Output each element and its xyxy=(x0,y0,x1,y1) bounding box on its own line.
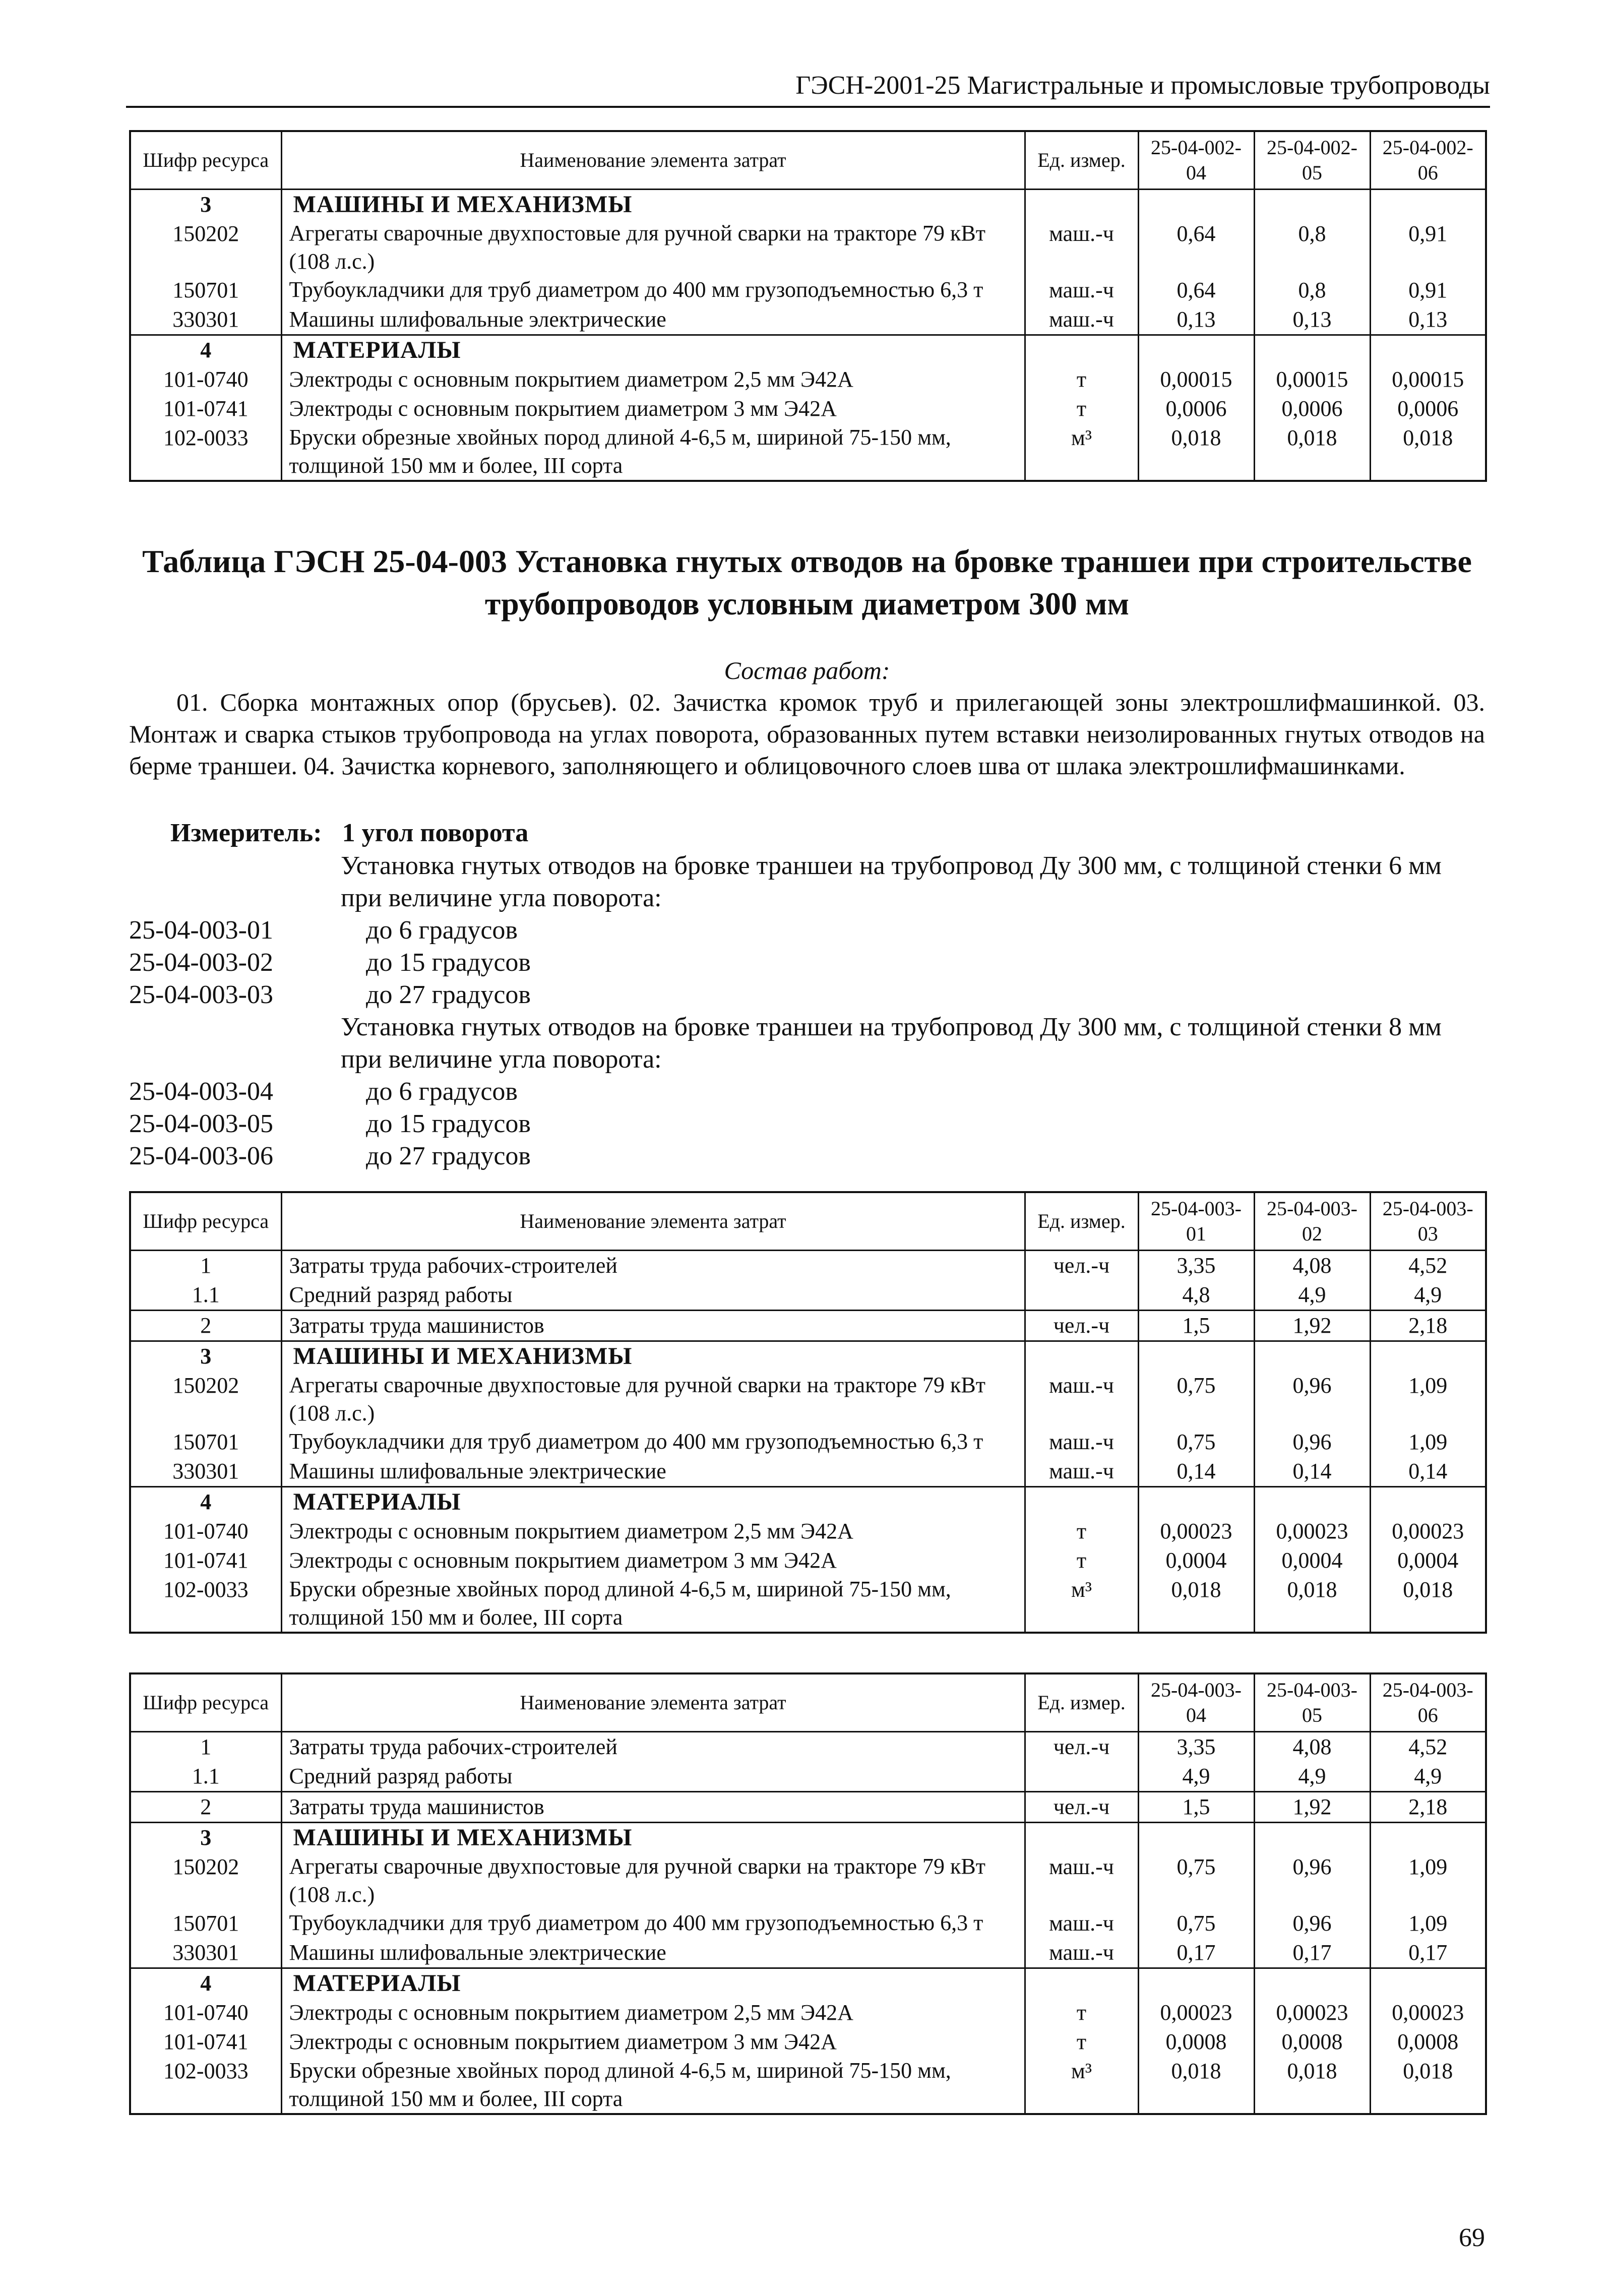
row-value: 3,35 xyxy=(1138,1732,1254,1762)
row-value: 0,00023 xyxy=(1254,1998,1370,2027)
row-name: Агрегаты сварочные двухпостовые для ручной сварки на тракторе 79 кВт (108 л.с.) xyxy=(281,219,1025,276)
column-header-name: Наименование элемента затрат xyxy=(281,1192,1025,1251)
row-name: Агрегаты сварочные двухпостовые для ручной сварки на тракторе 79 кВт (108 л.с.) xyxy=(281,1852,1025,1909)
row-name: Бруски обрезные хвойных пород длиной 4-6,5 м, шириной 75-150 мм, толщиной 150 мм и более, III сорта xyxy=(281,2057,1025,2114)
row-value: 0,00023 xyxy=(1138,1517,1254,1546)
table-row xyxy=(130,1968,1486,1999)
table-row xyxy=(130,1457,1486,1487)
row-name: Средний разряд работы xyxy=(281,1762,1025,1792)
resource-table-003-a xyxy=(129,1191,1487,1634)
row-value: 0,00023 xyxy=(1138,1998,1254,2027)
row-name: Затраты труда рабочих-строителей xyxy=(281,1732,1025,1762)
variant-text: до 27 градусов xyxy=(366,1142,531,1170)
column-header-code: Шифр ресурса xyxy=(130,131,281,190)
row-name: Затраты труда машинистов xyxy=(281,1311,1025,1341)
row-value: 0,96 xyxy=(1254,1371,1370,1428)
row-name: Агрегаты сварочные двухпостовые для ручной сварки на тракторе 79 кВт (108 л.с.) xyxy=(281,1371,1025,1428)
row-value: 2,18 xyxy=(1370,1792,1486,1823)
row-value: 0,00015 xyxy=(1254,365,1370,394)
variant-text: до 6 градусов xyxy=(366,1077,518,1106)
row-code: 102-0033 xyxy=(130,423,281,481)
column-header-variant: 25-04-003-01 xyxy=(1138,1192,1254,1251)
row-unit: т xyxy=(1025,365,1138,394)
row-value: 1,5 xyxy=(1138,1311,1254,1341)
row-value: 1,09 xyxy=(1370,1909,1486,1938)
row-value: 0,00023 xyxy=(1370,1998,1486,2027)
row-code: 330301 xyxy=(130,305,281,335)
variant-item xyxy=(129,1108,1485,1140)
row-value: 0,0004 xyxy=(1254,1546,1370,1575)
row-unit: т xyxy=(1025,1517,1138,1546)
variant-code: 25-04-003-03 xyxy=(129,980,273,1009)
row-value: 0,17 xyxy=(1254,1938,1370,1968)
variants-list xyxy=(129,850,1485,1172)
row-unit: маш.-ч xyxy=(1025,1938,1138,1968)
column-header-variant: 25-04-003-06 xyxy=(1370,1673,1486,1732)
row-value: 0,17 xyxy=(1370,1938,1486,1968)
variant-code: 25-04-003-02 xyxy=(129,948,273,977)
row-code: 1.1 xyxy=(130,1280,281,1311)
row-value: 1,92 xyxy=(1254,1311,1370,1341)
row-unit: чел.-ч xyxy=(1025,1251,1138,1281)
row-value: 0,14 xyxy=(1138,1457,1254,1487)
variant-text: до 27 градусов xyxy=(366,980,531,1009)
row-code: 101-0741 xyxy=(130,2027,281,2057)
table-row xyxy=(130,1311,1486,1341)
row-value: 0,8 xyxy=(1254,219,1370,276)
row-value: 4,9 xyxy=(1254,1762,1370,1792)
row-name: Трубоукладчики для труб диаметром до 400 мм грузоподъемностью 6,3 т xyxy=(281,1428,1025,1457)
row-name: Затраты труда машинистов xyxy=(281,1792,1025,1823)
running-header: ГЭСН-2001-25 Магистральные и промысловые трубопроводы xyxy=(126,71,1490,108)
row-unit: маш.-ч xyxy=(1025,276,1138,305)
row-code: 150701 xyxy=(130,1909,281,1938)
row-unit: чел.-ч xyxy=(1025,1732,1138,1762)
row-value: 0,018 xyxy=(1370,423,1486,481)
row-value: 0,018 xyxy=(1254,2057,1370,2114)
row-value: 0,13 xyxy=(1254,305,1370,335)
row-unit: маш.-ч xyxy=(1025,1371,1138,1428)
row-name: Электроды с основным покрытием диаметром 2,5 мм Э42А xyxy=(281,1517,1025,1546)
row-value: 4,8 xyxy=(1138,1280,1254,1311)
column-header-variant: 25-04-003-04 xyxy=(1138,1673,1254,1732)
row-code: 102-0033 xyxy=(130,2057,281,2114)
variant-item xyxy=(129,947,1485,979)
table-row xyxy=(130,1762,1486,1792)
row-value: 0,00023 xyxy=(1254,1517,1370,1546)
row-code: 102-0033 xyxy=(130,1575,281,1633)
table-row xyxy=(130,1852,1486,1909)
table-row xyxy=(130,1371,1486,1428)
table-row xyxy=(130,276,1486,305)
column-header-variant: 25-04-003-02 xyxy=(1254,1192,1370,1251)
row-value: 0,17 xyxy=(1138,1938,1254,1968)
row-code: 1.1 xyxy=(130,1762,281,1792)
row-name: Машины шлифовальные электрические xyxy=(281,305,1025,335)
column-header-variant: 25-04-003-03 xyxy=(1370,1192,1486,1251)
row-value: 0,8 xyxy=(1254,276,1370,305)
row-unit: т xyxy=(1025,1546,1138,1575)
row-code: 4 xyxy=(130,1968,281,1999)
variant-text: до 6 градусов xyxy=(366,916,518,945)
row-value: 0,0006 xyxy=(1138,394,1254,423)
table-row xyxy=(130,1998,1486,2027)
table-row xyxy=(130,219,1486,276)
table-row xyxy=(130,365,1486,394)
row-value: 0,96 xyxy=(1254,1428,1370,1457)
variant-code: 25-04-003-04 xyxy=(129,1077,273,1106)
row-code: 101-0740 xyxy=(130,365,281,394)
row-value: 4,52 xyxy=(1370,1251,1486,1281)
row-value: 4,52 xyxy=(1370,1732,1486,1762)
row-code: 101-0740 xyxy=(130,1998,281,2027)
table-row xyxy=(130,305,1486,335)
variant-code: 25-04-003-05 xyxy=(129,1109,273,1138)
resource-table-003-b xyxy=(129,1672,1487,2115)
row-name: МАТЕРИАЛЫ xyxy=(281,1487,1025,1517)
row-unit: м³ xyxy=(1025,1575,1138,1633)
row-value: 0,018 xyxy=(1254,1575,1370,1633)
table-row xyxy=(130,1792,1486,1823)
row-value: 0,0006 xyxy=(1370,394,1486,423)
row-value: 0,64 xyxy=(1138,219,1254,276)
row-code: 101-0741 xyxy=(130,1546,281,1575)
column-header-variant: 25-04-002-06 xyxy=(1370,131,1486,190)
row-name: Электроды с основным покрытием диаметром 3 мм Э42А xyxy=(281,394,1025,423)
row-code: 2 xyxy=(130,1311,281,1341)
row-unit: маш.-ч xyxy=(1025,305,1138,335)
row-unit: т xyxy=(1025,2027,1138,2057)
row-name: МАТЕРИАЛЫ xyxy=(281,1968,1025,1999)
row-value: 1,09 xyxy=(1370,1852,1486,1909)
variant-item xyxy=(129,979,1485,1011)
table-row xyxy=(130,1575,1486,1633)
row-value: 1,92 xyxy=(1254,1792,1370,1823)
row-name: МАШИНЫ И МЕХАНИЗМЫ xyxy=(281,1823,1025,1853)
row-value: 4,08 xyxy=(1254,1251,1370,1281)
row-value: 4,9 xyxy=(1138,1762,1254,1792)
row-code: 150701 xyxy=(130,1428,281,1457)
row-code: 330301 xyxy=(130,1457,281,1487)
row-unit: т xyxy=(1025,1998,1138,2027)
row-value: 0,018 xyxy=(1138,423,1254,481)
row-name: Бруски обрезные хвойных пород длиной 4-6,5 м, шириной 75-150 мм, толщиной 150 мм и более, III сорта xyxy=(281,423,1025,481)
row-value: 0,018 xyxy=(1370,2057,1486,2114)
composition-heading: Состав работ: xyxy=(724,656,890,685)
variant-group-description: Установка гнутых отводов на бровке траншеи на трубопровод Ду 300 мм, с толщиной стенки 8 мм при величине угла поворота: xyxy=(341,1013,1442,1074)
row-code: 150202 xyxy=(130,219,281,276)
row-code: 101-0740 xyxy=(130,1517,281,1546)
row-value: 4,9 xyxy=(1370,1280,1486,1311)
row-value: 0,0008 xyxy=(1138,2027,1254,2057)
row-value: 4,9 xyxy=(1254,1280,1370,1311)
row-code: 2 xyxy=(130,1792,281,1823)
column-header-variant: 25-04-002-05 xyxy=(1254,131,1370,190)
column-header-variant: 25-04-003-05 xyxy=(1254,1673,1370,1732)
row-name: Трубоукладчики для труб диаметром до 400 мм грузоподъемностью 6,3 т xyxy=(281,276,1025,305)
row-code: 4 xyxy=(130,335,281,365)
resource-table-002 xyxy=(129,130,1487,482)
variant-text: до 15 градусов xyxy=(366,948,531,977)
column-header-code: Шифр ресурса xyxy=(130,1192,281,1251)
row-value: 0,14 xyxy=(1254,1457,1370,1487)
column-header-code: Шифр ресурса xyxy=(130,1673,281,1732)
column-header-unit: Ед. измер. xyxy=(1025,131,1138,190)
variant-item xyxy=(129,1140,1485,1172)
row-value: 0,75 xyxy=(1138,1428,1254,1457)
table-title: Таблица ГЭСН 25-04-003 Установка гнутых отводов на бровке траншеи при строительстве трубопроводов условным диаметром 300 мм xyxy=(142,543,1472,622)
row-value: 3,35 xyxy=(1138,1251,1254,1281)
row-name: Средний разряд работы xyxy=(281,1280,1025,1311)
meter-label: Измеритель: xyxy=(170,819,322,847)
row-name: Машины шлифовальные электрические xyxy=(281,1457,1025,1487)
table-row xyxy=(130,1938,1486,1968)
page-number: 69 xyxy=(1459,2223,1485,2252)
table-row xyxy=(130,423,1486,481)
row-unit: чел.-ч xyxy=(1025,1792,1138,1823)
row-value: 0,75 xyxy=(1138,1852,1254,1909)
row-value: 0,75 xyxy=(1138,1909,1254,1938)
table-row xyxy=(130,394,1486,423)
row-value: 0,0008 xyxy=(1254,2027,1370,2057)
column-header-unit: Ед. измер. xyxy=(1025,1192,1138,1251)
table-row xyxy=(130,1517,1486,1546)
row-code: 150202 xyxy=(130,1371,281,1428)
row-unit: маш.-ч xyxy=(1025,1852,1138,1909)
variant-item xyxy=(129,914,1485,947)
row-name: Электроды с основным покрытием диаметром 3 мм Э42А xyxy=(281,2027,1025,2057)
row-name: Электроды с основным покрытием диаметром 2,5 мм Э42А xyxy=(281,365,1025,394)
row-value: 0,0004 xyxy=(1138,1546,1254,1575)
row-value: 0,00015 xyxy=(1370,365,1486,394)
table-row xyxy=(130,1823,1486,1853)
row-name: Бруски обрезные хвойных пород длиной 4-6,5 м, шириной 75-150 мм, толщиной 150 мм и более, III сорта xyxy=(281,1575,1025,1633)
row-value: 4,08 xyxy=(1254,1732,1370,1762)
table-row xyxy=(130,1732,1486,1762)
row-name: МАШИНЫ И МЕХАНИЗМЫ xyxy=(281,1341,1025,1372)
row-unit: м³ xyxy=(1025,423,1138,481)
row-code: 1 xyxy=(130,1732,281,1762)
row-code: 330301 xyxy=(130,1938,281,1968)
row-value: 0,00015 xyxy=(1138,365,1254,394)
row-value: 0,13 xyxy=(1370,305,1486,335)
table-row xyxy=(130,1546,1486,1575)
row-value: 0,018 xyxy=(1138,2057,1254,2114)
variant-text: до 15 градусов xyxy=(366,1109,531,1138)
meter-line xyxy=(170,818,528,849)
table-row xyxy=(130,190,1486,220)
row-value: 2,18 xyxy=(1370,1311,1486,1341)
table-row xyxy=(130,2027,1486,2057)
row-name: Затраты труда рабочих-строителей xyxy=(281,1251,1025,1281)
row-value: 0,91 xyxy=(1370,276,1486,305)
row-unit: маш.-ч xyxy=(1025,1909,1138,1938)
row-name: Электроды с основным покрытием диаметром 2,5 мм Э42А xyxy=(281,1998,1025,2027)
row-unit: маш.-ч xyxy=(1025,1457,1138,1487)
row-name: МАТЕРИАЛЫ xyxy=(281,335,1025,365)
variant-item xyxy=(129,1076,1485,1108)
row-code: 4 xyxy=(130,1487,281,1517)
table-row xyxy=(130,335,1486,365)
variant-code: 25-04-003-01 xyxy=(129,916,273,945)
row-value: 0,96 xyxy=(1254,1909,1370,1938)
row-code: 3 xyxy=(130,1823,281,1853)
meter-value: 1 угол поворота xyxy=(342,819,529,847)
row-name: Машины шлифовальные электрические xyxy=(281,1938,1025,1968)
row-unit: чел.-ч xyxy=(1025,1311,1138,1341)
column-header-name: Наименование элемента затрат xyxy=(281,131,1025,190)
row-code: 150701 xyxy=(130,276,281,305)
row-unit: маш.-ч xyxy=(1025,1428,1138,1457)
table-row xyxy=(130,1428,1486,1457)
column-header-unit: Ед. измер. xyxy=(1025,1673,1138,1732)
row-code: 3 xyxy=(130,190,281,220)
variant-code: 25-04-003-06 xyxy=(129,1142,273,1170)
table-row xyxy=(130,1280,1486,1311)
row-value: 0,018 xyxy=(1254,423,1370,481)
row-value: 0,96 xyxy=(1254,1852,1370,1909)
row-code: 3 xyxy=(130,1341,281,1372)
row-value: 0,0008 xyxy=(1370,2027,1486,2057)
variant-group-description: Установка гнутых отводов на бровке траншеи на трубопровод Ду 300 мм, с толщиной стенки 6 мм при величине угла поворота: xyxy=(341,851,1442,912)
row-value: 0,64 xyxy=(1138,276,1254,305)
row-name: Трубоукладчики для труб диаметром до 400 мм грузоподъемностью 6,3 т xyxy=(281,1909,1025,1938)
table-row xyxy=(130,2057,1486,2114)
row-unit: маш.-ч xyxy=(1025,219,1138,276)
row-value: 0,13 xyxy=(1138,305,1254,335)
column-header-name: Наименование элемента затрат xyxy=(281,1673,1025,1732)
row-code: 150202 xyxy=(130,1852,281,1909)
row-value: 0,0004 xyxy=(1370,1546,1486,1575)
row-value: 0,0006 xyxy=(1254,394,1370,423)
composition-text: 01. Сборка монтажных опор (брусьев). 02. Зачистка кромок труб и прилегающей зоны электрошлифмашинкой. 03. Монтаж и сварка стыков трубопровода на углах поворота, образованных путем вставки неизолированных гнутых отводов на берме траншеи. 04. Зачистка корневого, заполняющего и облицовочного слоев шва от шлака электрошлифмашинками. xyxy=(129,688,1485,780)
row-code: 1 xyxy=(130,1251,281,1281)
table-row xyxy=(130,1341,1486,1372)
row-unit: м³ xyxy=(1025,2057,1138,2114)
table-row xyxy=(130,1251,1486,1281)
column-header-variant: 25-04-002-04 xyxy=(1138,131,1254,190)
row-value: 0,018 xyxy=(1370,1575,1486,1633)
row-value: 1,09 xyxy=(1370,1371,1486,1428)
row-value: 0,75 xyxy=(1138,1371,1254,1428)
row-code: 101-0741 xyxy=(130,394,281,423)
row-value: 0,14 xyxy=(1370,1457,1486,1487)
row-name: Электроды с основным покрытием диаметром 3 мм Э42А xyxy=(281,1546,1025,1575)
row-value: 0,91 xyxy=(1370,219,1486,276)
table-row xyxy=(130,1909,1486,1938)
row-value: 1,09 xyxy=(1370,1428,1486,1457)
row-value: 4,9 xyxy=(1370,1762,1486,1792)
row-value: 0,00023 xyxy=(1370,1517,1486,1546)
row-name: МАШИНЫ И МЕХАНИЗМЫ xyxy=(281,190,1025,220)
row-unit: т xyxy=(1025,394,1138,423)
table-row xyxy=(130,1487,1486,1517)
row-value: 0,018 xyxy=(1138,1575,1254,1633)
row-value: 1,5 xyxy=(1138,1792,1254,1823)
